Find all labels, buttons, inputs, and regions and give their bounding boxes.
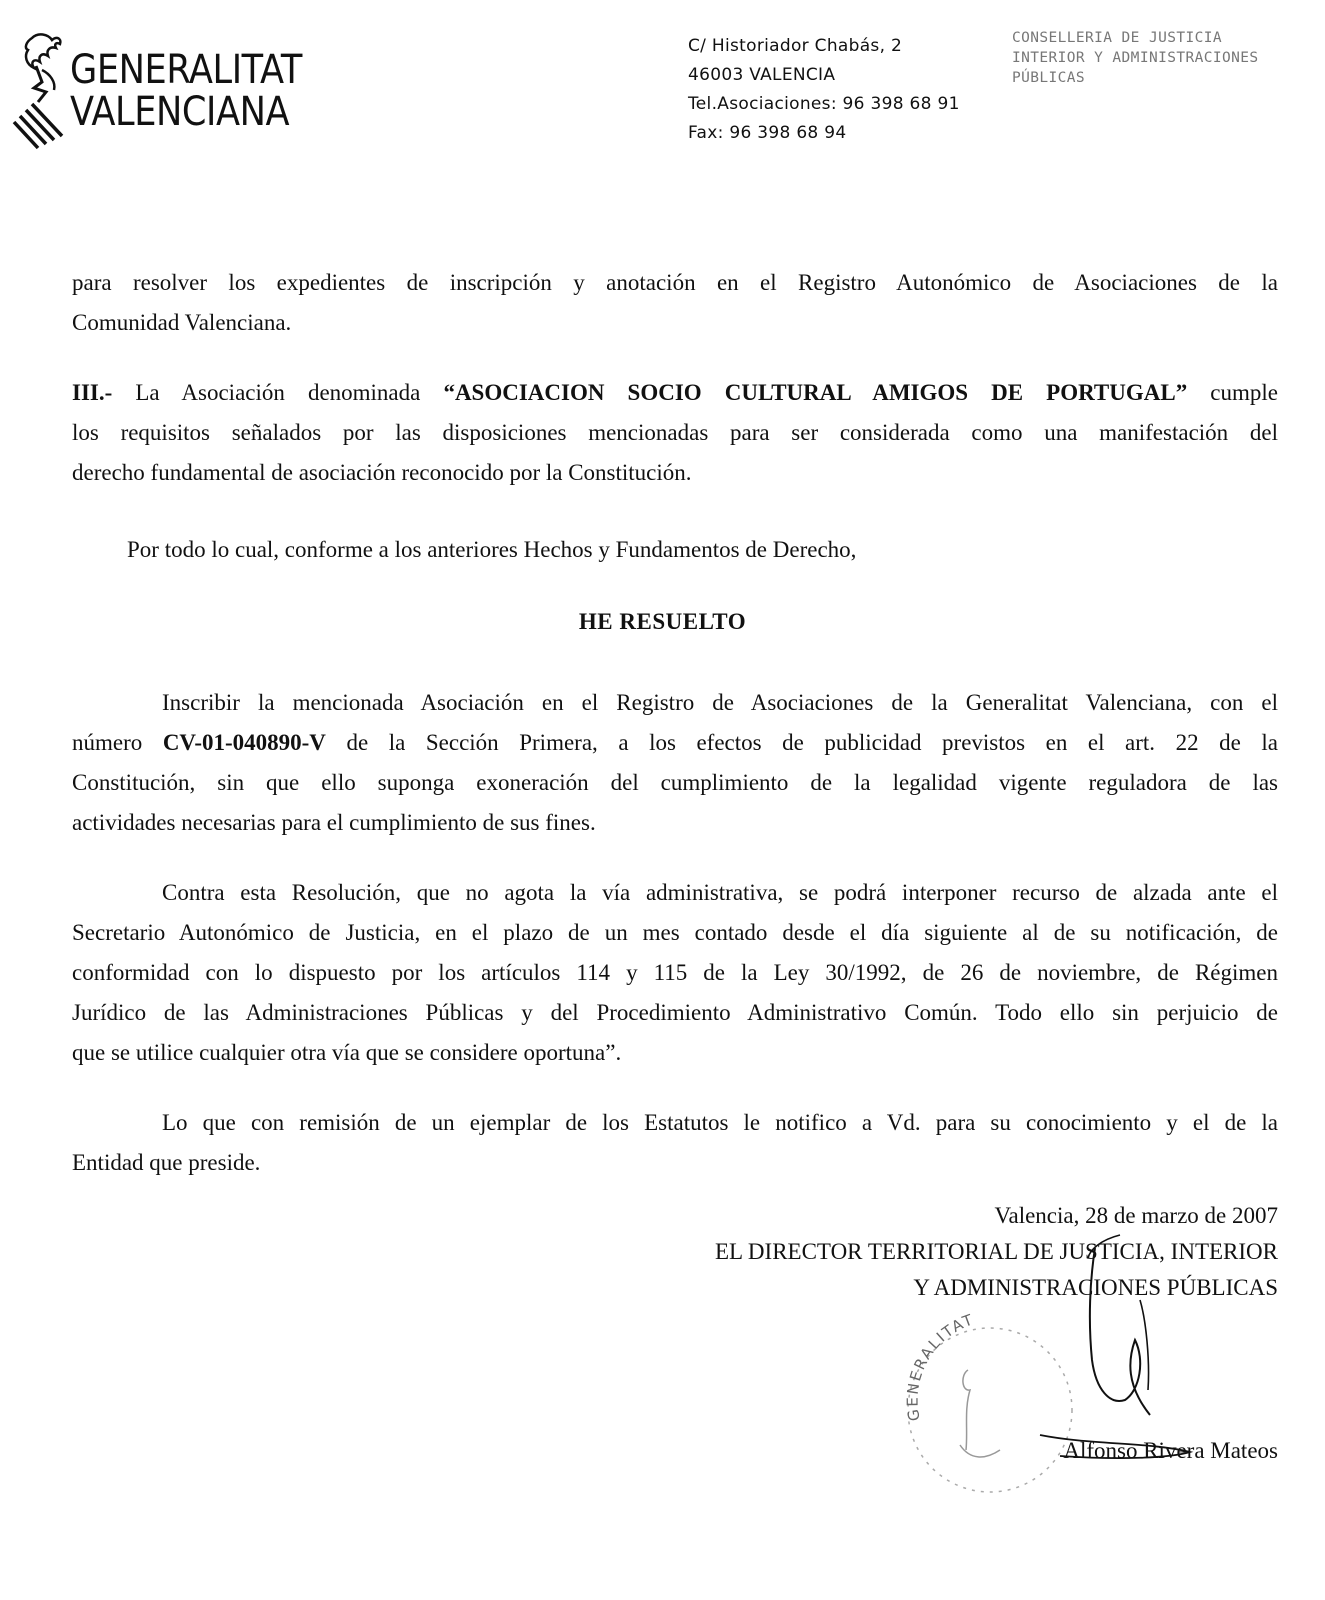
text-line: los requisitos señalados por las disposiciones mencionadas para ser considerada como una manifestación del <box>72 420 1278 445</box>
signer-name: Alfonso Rivera Mateos <box>1063 1438 1278 1463</box>
paragraph-inscription <box>72 683 1278 843</box>
section-numeral: III.- <box>72 380 113 405</box>
text-line: Constitución, sin que ello suponga exoneración del cumplimiento de la legalidad vigente reguladora de las <box>72 770 1278 795</box>
department-name <box>1012 28 1259 88</box>
text-line: que se utilice cualquier otra vía que se considere oportuna”. <box>72 1040 622 1065</box>
text-line: Entidad que preside. <box>72 1150 261 1175</box>
text-fragment: de la Sección Primera, a los efectos de publicidad previstos en el art. 22 de la <box>325 730 1278 755</box>
address-phone: Tel.Asociaciones: 96 398 68 91 <box>688 94 960 114</box>
generalitat-logo <box>12 30 302 160</box>
text-line: Inscribir la mencionada Asociación en el Registro de Asociaciones de la Generalitat Valenciana, con el <box>162 690 1278 715</box>
department-line: INTERIOR Y ADMINISTRACIONES <box>1012 50 1259 66</box>
text-fragment: cumple <box>1187 380 1278 405</box>
text-line <box>72 373 1278 413</box>
paragraph-appeal <box>72 873 1278 1073</box>
paragraph-registry-competence <box>72 263 1278 343</box>
text-line: Por todo lo cual, conforme a los anteriores Hechos y Fundamentos de Derecho, <box>127 537 857 562</box>
text-line <box>72 723 1278 763</box>
bat-emblem-icon <box>12 30 72 155</box>
office-address <box>688 32 960 148</box>
paragraph-notification <box>72 1103 1278 1183</box>
text-line: derecho fundamental de asociación reconocido por la Constitución. <box>72 460 692 485</box>
text-line: actividades necesarias para el cumplimiento de sus fines. <box>72 810 596 835</box>
text-fragment: número <box>72 730 163 755</box>
text-line: para resolver los expedientes de inscripción y anotación en el Registro Autonómico de Asociaciones de la <box>72 270 1278 295</box>
paragraph-section-iii <box>72 373 1278 493</box>
text-line: conformidad con lo dispuesto por los artículos 114 y 115 de la Ley 30/1992, de 26 de noviembre, de Régimen <box>72 960 1278 985</box>
department-line: CONSELLERIA DE JUSTICIA <box>1012 30 1222 46</box>
logo-text-line2: VALENCIANA <box>70 89 290 135</box>
address-fax: Fax: 96 398 68 94 <box>688 123 847 143</box>
association-name: “ASOCIACION SOCIO CULTURAL AMIGOS DE PORTUGAL” <box>443 380 1188 405</box>
signer-title-line1: EL DIRECTOR TERRITORIAL DE JUSTICIA, INTERIOR <box>714 1239 1278 1264</box>
paragraph-conclusion-intro <box>127 530 1027 570</box>
svg-text:GENERALITAT <box>904 1310 977 1422</box>
text-line: Comunidad Valenciana. <box>72 310 292 335</box>
logo-text-line1: GENERALITAT <box>70 47 302 93</box>
resolution-heading: HE RESUELTO <box>578 609 747 634</box>
text-fragment: La Asociación denominada <box>112 380 444 405</box>
text-line: Secretario Autonómico de Justicia, en el plazo de un mes contado desde el día siguiente al de su notificación, de <box>72 920 1278 945</box>
text-line: Lo que con remisión de un ejemplar de los Estatutos le notifico a Vd. para su conocimiento y el de la <box>162 1110 1278 1135</box>
place-date: Valencia, 28 de marzo de 2007 <box>994 1203 1278 1228</box>
stamp-text: GENERALITAT <box>903 1310 977 1423</box>
department-line: PÚBLICAS <box>1012 70 1086 86</box>
address-city: 46003 VALENCIA <box>688 65 836 85</box>
registry-number: CV-01-040890-V <box>162 730 326 755</box>
signer-title-line2: Y ADMINISTRACIONES PÚBLICAS <box>913 1275 1278 1300</box>
address-street: C/ Historiador Chabás, 2 <box>688 36 903 56</box>
text-line: Jurídico de las Administraciones Públicas y del Procedimiento Administrativo Común. Todo ello sin perjuicio de <box>72 1000 1278 1025</box>
text-line: Contra esta Resolución, que no agota la vía administrativa, se podrá interponer recurso de alzada ante el <box>162 880 1278 905</box>
